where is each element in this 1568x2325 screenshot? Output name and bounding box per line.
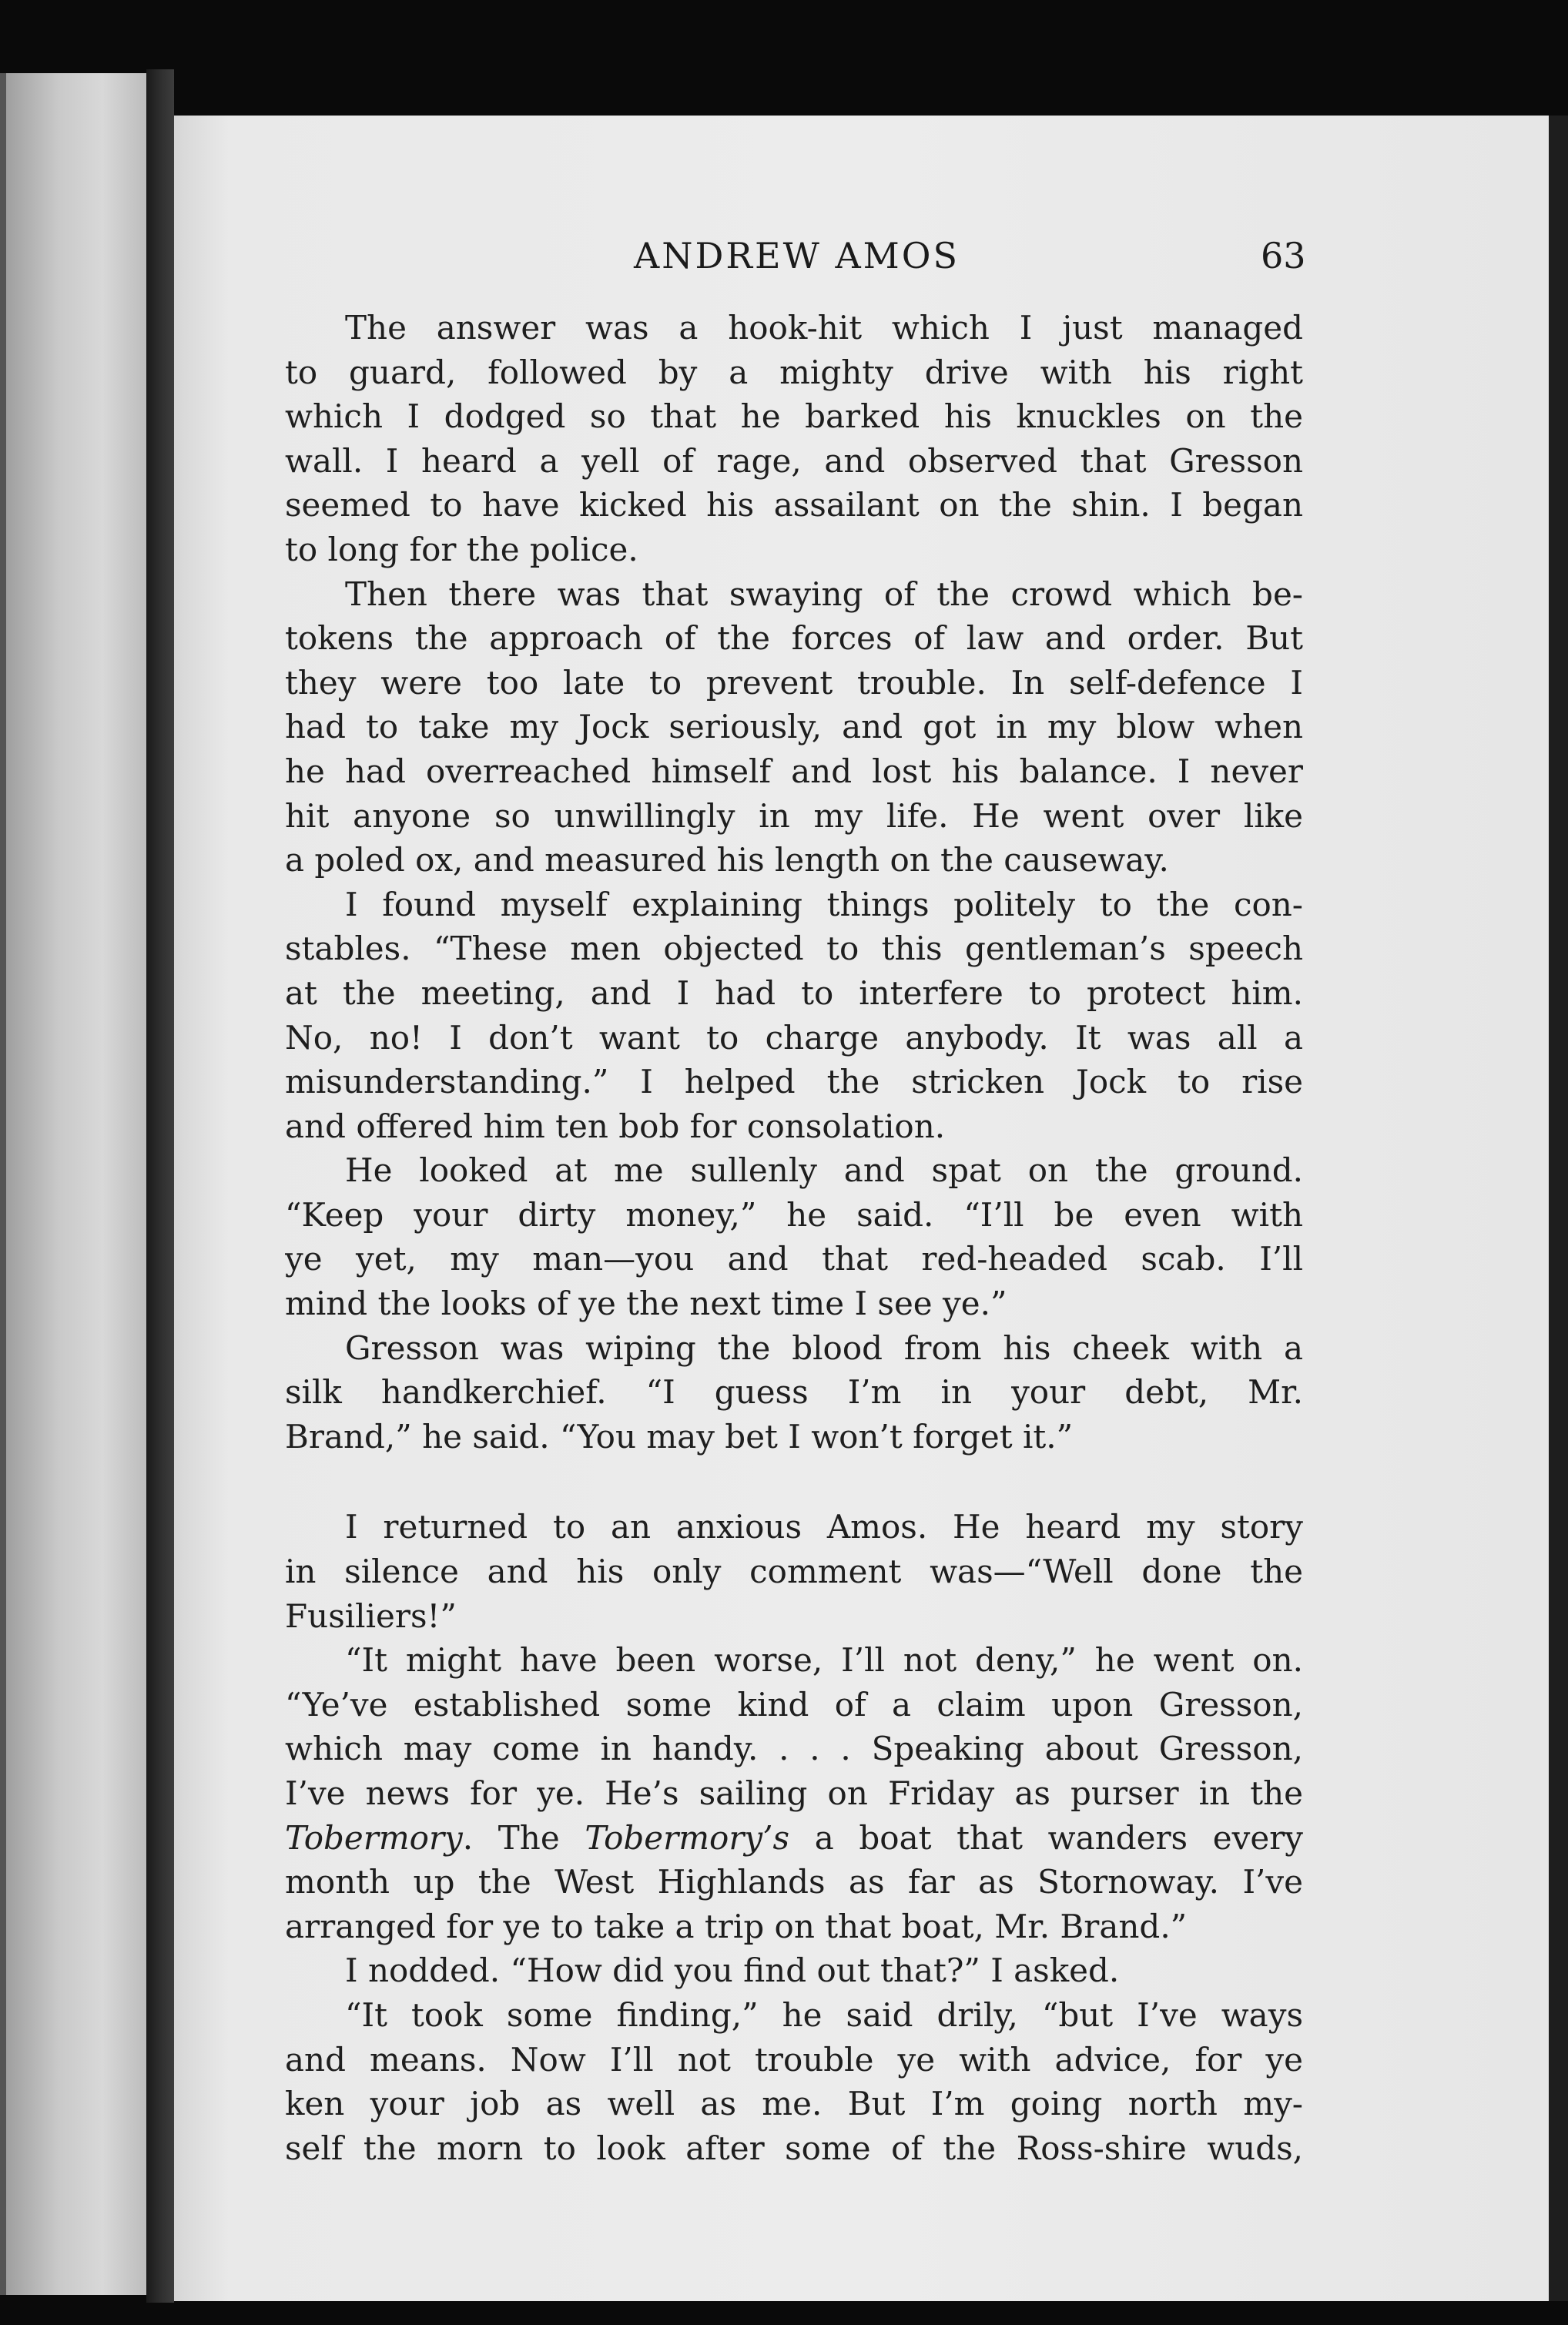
text-line: tokens the approach of the forces of law and order. But	[285, 619, 1303, 658]
text-line: which may come in handy. . . . Speaking about Gresson,	[285, 1730, 1303, 1768]
text-line: they were too late to prevent trouble. In self-defence I	[285, 663, 1303, 702]
text-line: misunderstanding.” I helped the stricken Jock to rise	[285, 1063, 1303, 1101]
text-line: and offered him ten bob for consolation.	[285, 1107, 946, 1145]
text-line: wall. I heard a yell of rage, and observed that Gresson	[285, 441, 1303, 480]
paragraph-group-2	[285, 1505, 1303, 2170]
text-line: “It took some finding,” he said drily, “but I’ve ways	[345, 1995, 1303, 2034]
text-line: “It might have been worse, I’ll not deny,” he went on.	[345, 1641, 1303, 1680]
text-line: month up the West Highlands as far as Stornoway. I’ve	[285, 1863, 1303, 1901]
text-line: No, no! I don’t want to charge anybody. It was all a	[285, 1018, 1303, 1057]
text-line: silk handkerchief. “I guess I’m in your debt, Mr.	[285, 1373, 1303, 1412]
text-line: Gresson was wiping the blood from his cheek with a	[345, 1328, 1303, 1367]
text-line: I nodded. “How did you find out that?” I asked.	[345, 1951, 1120, 1990]
page-edge-shadow	[0, 73, 6, 2295]
text-line: self the morn to look after some of the Ross-shire wuds,	[285, 2129, 1303, 2167]
text-line: I’ve news for ye. He’s sailing on Friday as purser in the	[285, 1774, 1303, 1812]
text-line: hit anyone so unwillingly in my life. He went over like	[285, 796, 1303, 835]
text-line: ye yet, my man—you and that red-headed scab. I’ll	[285, 1240, 1303, 1278]
text-line: “Keep your dirty money,” he said. “I’ll be even with	[285, 1195, 1303, 1234]
body-text	[285, 306, 1303, 2170]
text-line: Then there was that swaying of the crowd which be-	[345, 575, 1303, 613]
page-right-border	[1549, 116, 1568, 2301]
paragraph-group-1	[285, 306, 1303, 1459]
text-line: he had overreached himself and lost his balance. I never	[285, 752, 1303, 790]
running-title: ANDREW AMOS	[634, 235, 960, 276]
adjacent-page-edge	[0, 73, 146, 2295]
text-line: He looked at me sullenly and spat on the ground.	[345, 1151, 1303, 1190]
text-line: “Ye’ve established some kind of a claim upon Gresson,	[285, 1685, 1303, 1724]
text-line: ken your job as well as me. But I’m going north my-	[285, 2085, 1303, 2123]
text-line: and means. Now I’ll not trouble ye with advice, for ye	[285, 2040, 1303, 2079]
text-line: I found myself explaining things politely to the con-	[345, 885, 1303, 923]
text-line: which I dodged so that he barked his knuckles on the	[285, 397, 1303, 436]
text-line: I returned to an anxious Amos. He heard my story	[345, 1508, 1303, 1546]
ship-name-possessive: Tobermory’s	[585, 1818, 790, 1857]
text-line-tobermory	[285, 1816, 1303, 1861]
text-line: Brand,” he said. “You may bet I won’t forget it.”	[285, 1417, 1074, 1456]
page-number: 63	[1261, 235, 1306, 276]
text-line: stables. “These men objected to this gentleman’s speech	[285, 930, 1303, 968]
text-line: Fusiliers!”	[285, 1596, 457, 1635]
ship-name: Tobermory	[285, 1818, 463, 1857]
running-head	[0, 235, 1568, 281]
text-line: at the meeting, and I had to interfere to protect him.	[285, 973, 1303, 1012]
text-fragment: . The	[462, 1818, 585, 1857]
section-break	[285, 1459, 1303, 1505]
book-gutter	[146, 69, 174, 2303]
text-line: a poled ox, and measured his length on the causeway.	[285, 841, 1169, 879]
text-line: in silence and his only comment was—“Well done the	[285, 1553, 1303, 1591]
text-line: arranged for ye to take a trip on that boat, Mr. Brand.”	[285, 1907, 1188, 1945]
text-fragment: a boat that wanders every	[789, 1818, 1303, 1857]
text-line: mind the looks of ye the next time I see ye.”	[285, 1285, 1007, 1323]
text-line: The answer was a hook-hit which I just managed	[345, 309, 1303, 347]
text-line: had to take my Jock seriously, and got in my blow when	[285, 708, 1303, 746]
text-line: to long for the police.	[285, 530, 638, 568]
text-line: seemed to have kicked his assailant on the shin. I began	[285, 486, 1303, 524]
text-line: to guard, followed by a mighty drive with his right	[285, 353, 1303, 391]
